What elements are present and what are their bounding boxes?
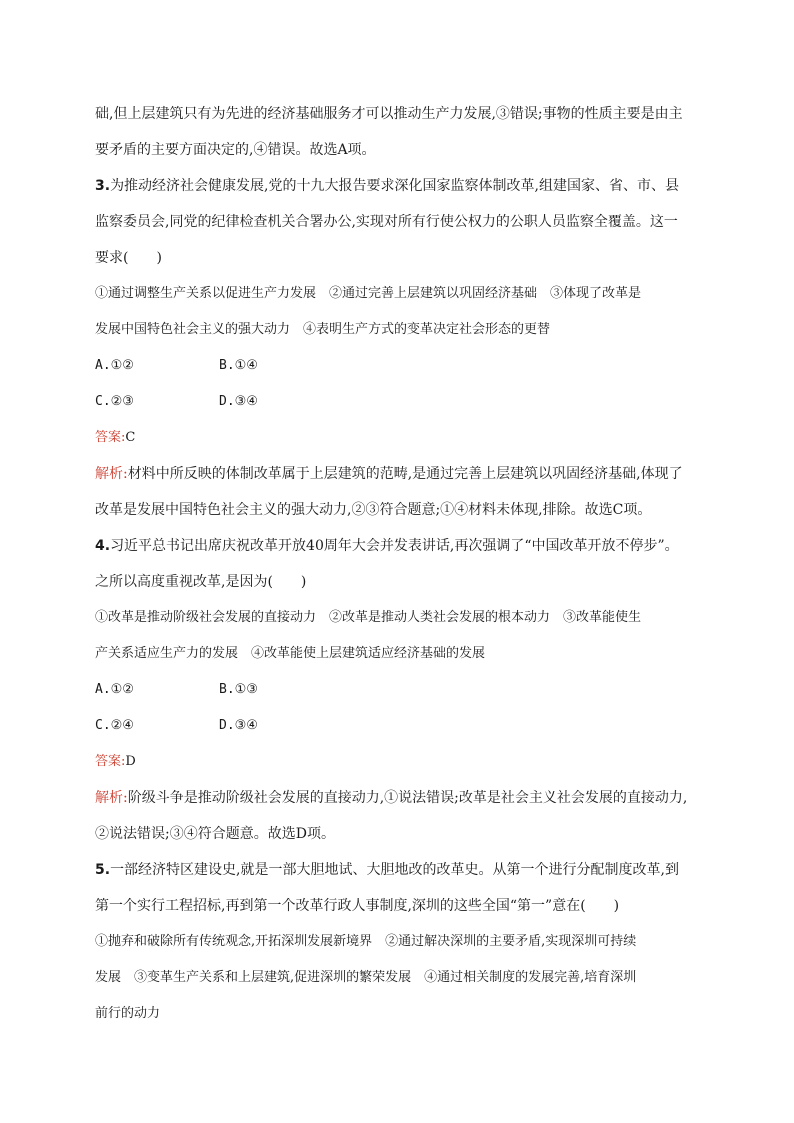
question-3-stem-line-3: 要求( ) — [95, 250, 162, 266]
question-5-stem-line-2: 第一个实行工程招标,再到第一个改革行政人事制度,深圳的这些全国“第一”意在( ) — [95, 898, 620, 914]
question-text: 习近平总书记出席庆祝改革开放40周年大会并发表讲话,再次强调了“中国改革开放不停步”。 — [110, 538, 679, 554]
continuation-line-2: 要矛盾的主要方面决定的,④错误。故选A项。 — [95, 142, 376, 158]
question-3-stem-line-2: 监察委员会,同党的纪律检查机关合署办公,实现对所有行使公权力的公职人员监察全覆盖。这一 — [95, 214, 678, 230]
option-d: D.③④ — [219, 718, 258, 733]
analysis-label: 解析: — [95, 790, 128, 806]
option-b: B.①④ — [219, 358, 258, 373]
question-4-answer — [95, 752, 136, 772]
question-3-items-line-1: ①通过调整生产关系以促进生产力发展 ②通过完善上层建筑以巩固经济基础 ③体现了改革是 — [95, 286, 642, 301]
answer-label: 答案: — [95, 754, 126, 769]
question-text: 为推动经济社会健康发展,党的十九大报告要求深化国家监察体制改革,组建国家、省、市、县 — [110, 178, 679, 194]
question-3-items-line-2: 发展中国特色社会主义的强大动力 ④表明生产方式的变革决定社会形态的更替 — [95, 322, 551, 337]
answer-value: D — [125, 754, 136, 769]
continuation-line-1: 础,但上层建筑只有为先进的经济基础服务才可以推动生产力发展,③错误;事物的性质主要是由主 — [95, 106, 683, 122]
question-4-analysis-line-1 — [95, 788, 687, 808]
question-3-analysis-line-2: 改革是发展中国特色社会主义的强大动力,②③符合题意;①④材料未体现,排除。故选C项。 — [95, 502, 652, 518]
question-4-analysis-line-2: ②说法错误;③④符合题意。故选D项。 — [95, 826, 335, 842]
question-3-answer — [95, 428, 135, 448]
question-5-items-line-3: 前行的动力 — [95, 1006, 161, 1021]
answer-value: C — [125, 430, 136, 445]
question-number: 5. — [95, 862, 111, 878]
question-4-stem-line-1 — [95, 536, 679, 556]
question-4-items-line-1: ①改革是推动阶级社会发展的直接动力 ②改革是推动人类社会发展的根本动力 ③改革能使生 — [95, 610, 642, 625]
analysis-label: 解析: — [95, 466, 128, 482]
option-b: B.①③ — [219, 682, 258, 697]
question-5-stem-line-1 — [95, 860, 679, 880]
question-5-items-line-1: ①抛弃和破除所有传统观念,开拓深圳发展新境界 ②通过解决深圳的主要矛盾,实现深圳可持续 — [95, 934, 637, 949]
question-number: 4. — [95, 538, 111, 554]
question-4-items-line-2: 产关系适应生产力的发展 ④改革能使上层建筑适应经济基础的发展 — [95, 646, 486, 661]
question-5-items-line-2: 发展 ③变革生产关系和上层建筑,促进深圳的繁荣发展 ④通过相关制度的发展完善,培育深圳 — [95, 970, 637, 985]
option-d: D.③④ — [219, 394, 258, 409]
option-c: C.②④ — [95, 718, 134, 733]
analysis-text: 阶级斗争是推动阶级社会发展的直接动力,①说法错误;改革是社会主义社会发展的直接动力, — [127, 790, 688, 806]
option-a: A.①② — [95, 682, 134, 697]
question-number: 3. — [95, 178, 111, 194]
question-text: 一部经济特区建设史,就是一部大胆地试、大胆地改的改革史。从第一个进行分配制度改革,到 — [110, 862, 679, 878]
analysis-text: 材料中所反映的体制改革属于上层建筑的范畴,是通过完善上层建筑以巩固经济基础,体现了 — [127, 466, 683, 482]
question-4-stem-line-2: 之所以高度重视改革,是因为( ) — [95, 574, 307, 590]
option-a: A.①② — [95, 358, 134, 373]
question-3-analysis-line-1 — [95, 464, 683, 484]
answer-label: 答案: — [95, 430, 126, 445]
option-c: C.②③ — [95, 394, 134, 409]
question-3-stem-line-1 — [95, 176, 679, 196]
